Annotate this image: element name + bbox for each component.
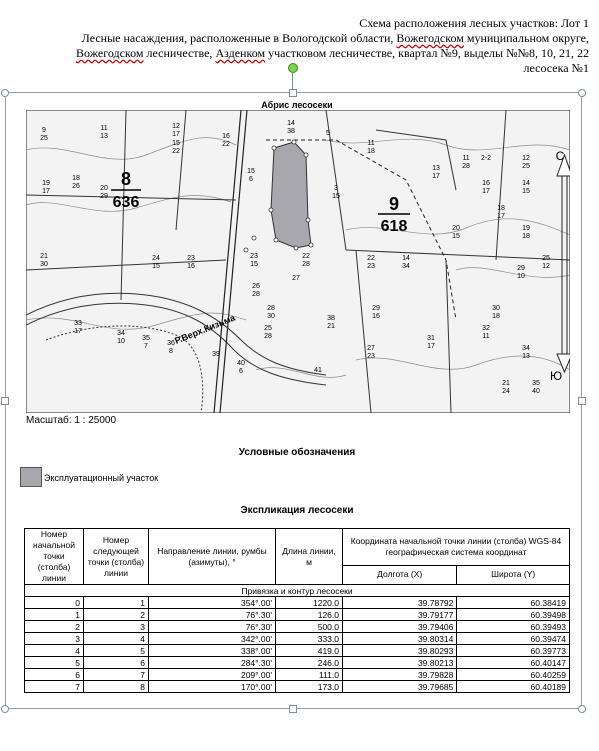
resize-handle-top-left[interactable] [1,89,9,97]
resize-handle-top-right[interactable] [578,89,586,97]
block-left-number: 8 [120,169,132,189]
cell-to: 2 [84,609,149,621]
cell-to: 4 [84,633,149,645]
cell-len: 173.0 [276,681,343,693]
stand-label: 11 18 [367,140,375,155]
stand-label: 14 15 [522,180,530,195]
stand-label: 5 [326,130,330,137]
header-line-2 [9,31,589,46]
table-row [25,681,570,693]
stand-label: 28 30 [267,305,275,320]
cell-to: 8 [84,681,149,693]
stand-label: 11 28 [462,155,470,170]
col-header-start-point: Номер начальной точки (столба) линии [25,529,84,585]
cell-lon: 39.80293 [343,645,457,657]
stand-label: 3 15 [332,185,340,200]
block-right-area: 618 [380,218,408,235]
resize-handle-bottom-right[interactable] [578,705,586,713]
cell-dir: 170°.00' [149,681,276,693]
cell-dir: 76°.30' [149,609,276,621]
table-row [25,657,570,669]
header-line-3-spellcheck-1: Вожегодском [76,46,144,60]
stand-label: 35 40 [532,380,540,395]
south-label: Ю [549,369,563,383]
stand-label: 20 29 [100,185,108,200]
stand-label: 12 25 [522,155,530,170]
cell-from: 1 [25,609,84,621]
cell-len: 111.0 [276,669,343,681]
resize-handle-bottom-left[interactable] [1,705,9,713]
header-line-3-post: участковом лесничестве, квартал №9, выделы №№8, 10, 21, 22 [265,46,589,60]
cell-lon: 39.79828 [343,669,457,681]
stand-label: 14 38 [287,120,295,135]
cell-to: 3 [84,621,149,633]
stand-label: 27 23 [367,345,375,360]
stand-label: 21 30 [40,253,48,268]
col-header-next-point: Номер следующей точки (столба) линии [84,529,149,585]
cell-lat: 60.40189 [457,681,570,693]
cell-lat: 60.40259 [457,669,570,681]
stand-label: 23 16 [187,255,195,270]
cell-from: 6 [25,669,84,681]
block-right-number: 9 [388,194,400,214]
map-title: Абрис лесосеки [261,100,333,110]
river-label: Р.Верх.Кизьма [173,312,237,346]
stand-label: 12 17 [172,123,180,138]
col-header-length: Длина линии, м [276,529,343,585]
table-row [25,621,570,633]
cell-dir: 342°.00' [149,633,276,645]
cell-to: 1 [84,597,149,609]
stand-label: 18 26 [72,175,80,190]
header-line-2-post: муниципальном округе, [463,31,589,45]
stand-label: 9 25 [40,127,48,142]
legend-swatch [20,467,42,487]
header-line-2-pre: Лесные насаждения, расположенные в Вологодской области, [81,31,397,45]
cell-dir: 76°.30' [149,621,276,633]
rotate-handle[interactable] [288,63,298,73]
stand-label: 36 8 [167,340,175,355]
cell-lat: 60.40147 [457,657,570,669]
exploitation-plot [271,142,311,248]
cell-len: 1220.0 [276,597,343,609]
header-line-3-spellcheck-2: Азденком [215,46,266,60]
stand-label: 11 13 [100,125,108,140]
cell-lat: 60.39493 [457,621,570,633]
stand-label: 19 18 [522,225,530,240]
resize-handle-right[interactable] [578,397,586,405]
stand-label: 32 11 [482,325,490,340]
table-section-row: Привязка и контур лесосеки [25,585,570,597]
table-row [25,633,570,645]
explication-table [24,528,570,693]
cell-lon: 39.79685 [343,681,457,693]
cell-lat: 60.39498 [457,609,570,621]
cell-to: 6 [84,657,149,669]
stand-label: 26 28 [252,283,260,298]
stand-label: 31 17 [427,335,435,350]
stand-label: 2-2 [480,155,492,162]
stand-label: 23 15 [250,253,258,268]
cell-lat: 60.39474 [457,633,570,645]
stand-label: 34 10 [117,330,125,345]
cell-from: 5 [25,657,84,669]
embedded-scan [24,100,570,704]
stand-label: 20 15 [452,225,460,240]
col-header-latitude: Широта (Y) [457,565,570,584]
cell-lat: 60.38419 [457,597,570,609]
cell-from: 7 [25,681,84,693]
cell-dir: 354°.00' [149,597,276,609]
stand-label: 35 7 [142,335,150,350]
header-line-3-mid: лесничестве, [143,46,216,60]
stand-label: 25 12 [542,255,550,270]
header-line-1: Схема расположения лесных участков: Лот 1 [359,16,589,30]
stand-label: 19 17 [42,180,50,195]
stand-label: 14 34 [402,255,410,270]
stand-label: 38 21 [327,315,335,330]
stand-label: 16 22 [222,133,230,148]
cell-dir: 284°.30' [149,657,276,669]
block-left-area: 636 [112,194,140,211]
stand-label: 39 [212,351,220,358]
cell-to: 5 [84,645,149,657]
stand-label: 40 6 [237,360,245,375]
table-row [25,609,570,621]
cell-from: 0 [25,597,84,609]
cell-from: 3 [25,633,84,645]
col-header-coordinates: Координата начальной точки линии (столба) WGS-84 географическая система координат [343,529,570,566]
header-line-2-spellcheck: Вожегодском [396,31,464,45]
stand-label: 27 [292,275,300,282]
legend-label: Эксплуатационный участок [44,473,159,483]
stand-label: 34 13 [522,345,530,360]
cell-from: 2 [25,621,84,633]
cell-from: 4 [25,645,84,657]
stand-label: 29 16 [372,305,380,320]
cell-lon: 39.80314 [343,633,457,645]
stand-label: 29 10 [517,265,525,280]
cell-len: 500.0 [276,621,343,633]
cell-lon: 39.80213 [343,657,457,669]
map-scale: Масштаб: 1 : 25000 [26,415,117,426]
stand-label: 21 24 [502,380,510,395]
resize-handle-bottom[interactable] [289,705,297,713]
col-header-direction: Направление линии, румбы (азимуты), ° [149,529,276,585]
cell-len: 333.0 [276,633,343,645]
cell-len: 419.0 [276,645,343,657]
table-row [25,597,570,609]
cell-dir: 209°.00' [149,669,276,681]
cell-len: 126.0 [276,609,343,621]
explication-title: Экспликация лесосеки [240,505,354,516]
cell-lat: 60.39773 [457,645,570,657]
table-row [25,645,570,657]
stand-label: 41 [314,367,322,374]
resize-handle-top[interactable] [289,89,297,97]
header-line-4: лесосека №1 [523,61,589,75]
stand-label: 24 15 [152,255,160,270]
north-label: С [555,149,565,163]
stand-label: 15 6 [247,168,255,183]
stand-label: 33 17 [74,320,82,335]
col-header-longitude: Долгота (X) [343,565,457,584]
stand-label: 30 18 [492,305,500,320]
cell-to: 7 [84,669,149,681]
document-header [9,16,589,76]
stand-label: 18 17 [497,205,505,220]
forest-map [26,110,570,413]
stand-label: 16 17 [482,180,490,195]
stand-label: 22 23 [367,255,375,270]
header-line-3 [9,46,589,61]
legend-title: Условные обозначения [238,447,356,458]
cell-dir: 338°.00' [149,645,276,657]
stand-label: 13 17 [432,165,440,180]
resize-handle-left[interactable] [1,397,9,405]
table-row [25,669,570,681]
stand-label: 22 28 [302,253,310,268]
cell-lon: 39.79406 [343,621,457,633]
cell-lon: 39.79177 [343,609,457,621]
cell-len: 246.0 [276,657,343,669]
cell-lon: 39.78792 [343,597,457,609]
stand-label: 15 22 [172,140,180,155]
stand-label: 25 28 [264,325,272,340]
